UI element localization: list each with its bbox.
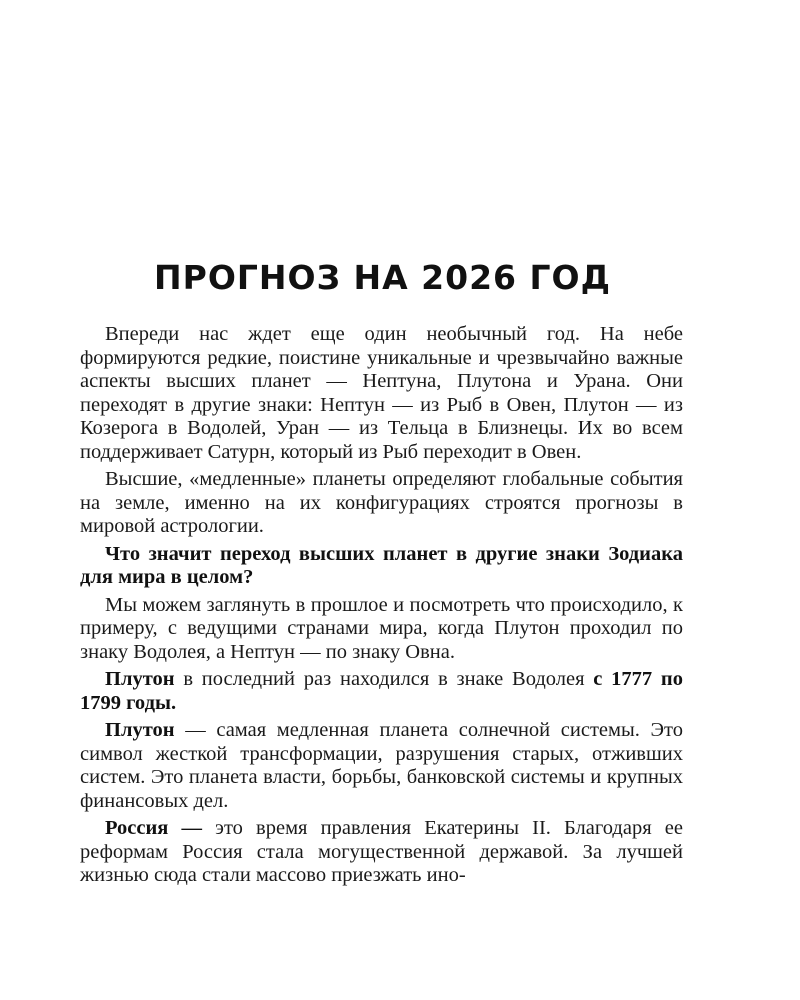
paragraph-text: — самая медленная планета солнечной системы. Это символ жесткой трансформации, разрушения старых, отживших систем. Это планета власти, борьбы, банковской системы и крупных финансовых дел. bbox=[80, 719, 683, 812]
paragraph-intro bbox=[80, 323, 683, 464]
page-title: ПРОГНОЗ НА 2026 ГОД bbox=[154, 258, 611, 297]
paragraph-text: Высшие, «медленные» планеты определяют глобальные события на земле, именно на их конфигурациях строятся прогнозы в мировой астрологии. bbox=[80, 468, 683, 537]
question-heading: Что значит переход высших планет в другие знаки Зодиака для мира в целом? bbox=[80, 542, 683, 588]
paragraph-text: Впереди нас ждет еще один необычный год. На небе формируются редкие, поистине уникальные и чрезвычайно важные аспекты высших планет — Нептуна, Плутона и Урана. Они переходят в другие знаки: Нептун — из Рыб в Овен, Плутон — из Козерога в Водолей, Уран — из Тельца в Близнецы. Их во всем поддерживает Сатурн, который из Рыб переходит в Овен. bbox=[80, 323, 683, 463]
bold-term: Плутон bbox=[105, 719, 175, 741]
paragraph-text: в последний раз находился в знаке Водолея bbox=[174, 668, 594, 690]
paragraph-text: Мы можем заглянуть в прошлое и посмотреть что происходило, к примеру, с ведущими странами мира, когда Плутон проходил по знаку Водолея, а Нептун — по знаку Овна. bbox=[80, 593, 683, 663]
bold-term: Россия — bbox=[105, 817, 203, 839]
paragraph-slow-planets bbox=[80, 468, 683, 539]
paragraph-look-back bbox=[80, 594, 683, 665]
bold-term: с 1777 по 1799 годы. bbox=[80, 668, 683, 714]
paragraph-text: это время правления Екатерины II. Благодаря ее реформам Россия стала могущественной державой. За лучшей жизнью сюда стали массово приезжать ино- bbox=[80, 817, 683, 886]
bold-term: Плутон bbox=[105, 668, 175, 690]
paragraph-question bbox=[80, 543, 683, 590]
paragraph-pluto-aquarius bbox=[80, 668, 683, 715]
paragraph-pluto-description bbox=[80, 719, 683, 813]
paragraph-russia bbox=[80, 817, 683, 888]
body-text bbox=[80, 323, 683, 892]
